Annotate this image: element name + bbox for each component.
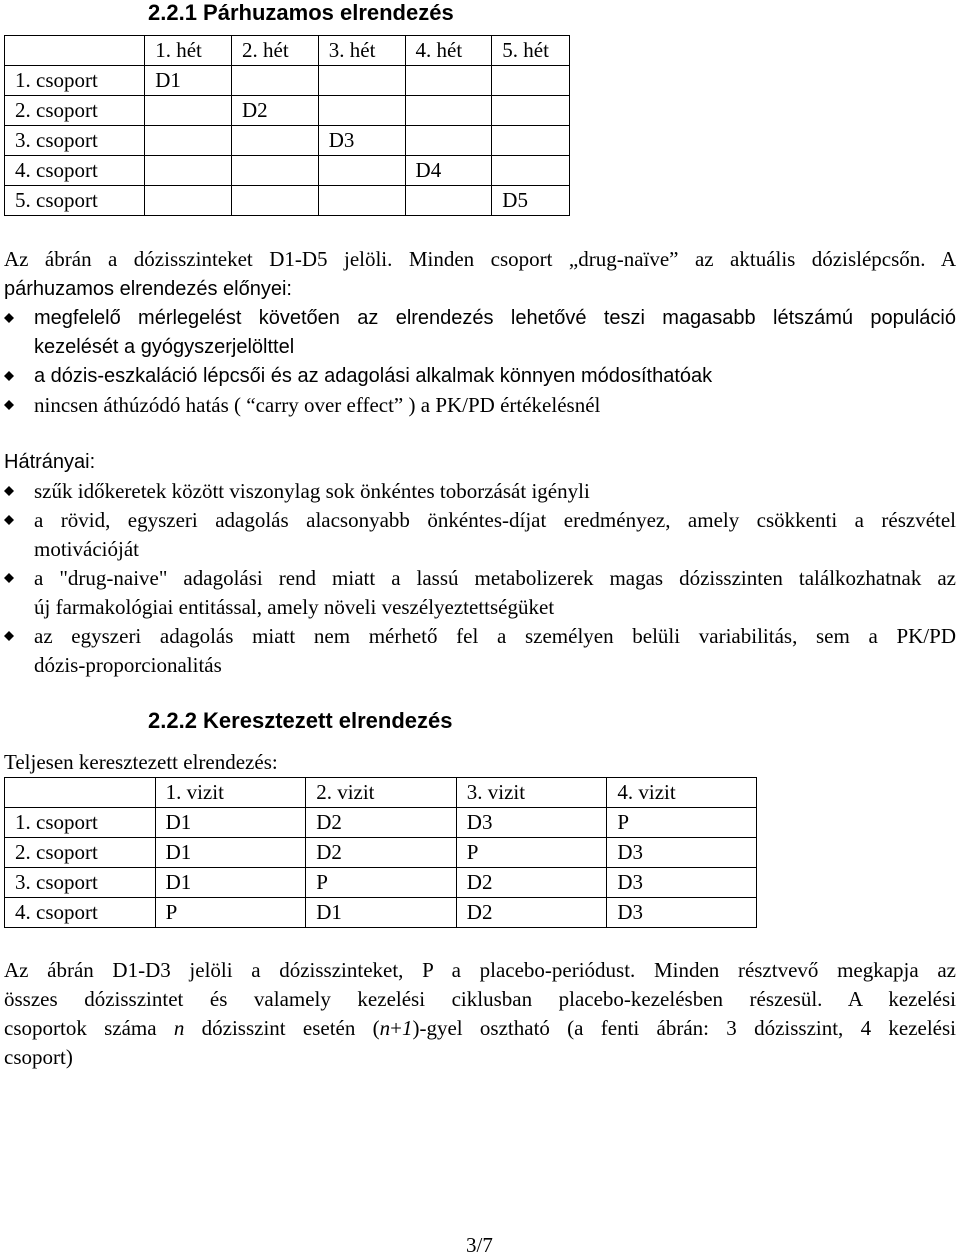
- list-item-text: szűk időkeretek között viszonylag sok önkéntes toborzását igényli: [34, 479, 590, 503]
- table-cell: [145, 186, 232, 216]
- table-header-cell: 3. vizit: [456, 778, 607, 808]
- table-cell: 2. csoport: [5, 838, 156, 868]
- table-header-cell: 4. vizit: [607, 778, 757, 808]
- table-cell: P: [456, 838, 607, 868]
- list-item-text: kezelését a gyógyszerjelölttel: [34, 336, 295, 358]
- list-item-disadvantage: [4, 622, 956, 680]
- table-cell: [232, 186, 319, 216]
- table-cell: [492, 66, 570, 96]
- table-cell: D2: [456, 898, 607, 928]
- table-cell: [405, 186, 492, 216]
- intro-line-2: párhuzamos elrendezés előnyei:: [4, 278, 292, 300]
- table-cell: 1. csoport: [5, 66, 145, 96]
- parallel-design-table: [4, 35, 570, 216]
- table-header-cell: 2. vizit: [306, 778, 457, 808]
- table-cell: P: [607, 808, 757, 838]
- list-item-disadvantage: [4, 477, 956, 506]
- list-item-disadvantage: [4, 564, 956, 622]
- table-row: [5, 186, 570, 216]
- table-cell: 4. csoport: [5, 898, 156, 928]
- text-span: csoportok száma: [4, 1016, 174, 1040]
- plus-sign: +: [390, 1016, 402, 1040]
- text-span: )-gyel osztható (a fenti ábrán: 3 dózisszint, 4 kezelési: [412, 1016, 956, 1040]
- text-span: dózisszint esetén (: [184, 1016, 380, 1040]
- table-cell: [405, 96, 492, 126]
- section-heading-parallel: 2.2.1 Párhuzamos elrendezés: [148, 0, 454, 25]
- crossover-para-line-1: Az ábrán D1-D3 jelöli a dózisszinteket, P a placebo-periódust. Minden résztvevő megkapja az: [4, 958, 956, 982]
- list-item-advantage: [4, 391, 956, 420]
- variable-n: n: [173, 1016, 185, 1040]
- table-cell: D1: [306, 898, 457, 928]
- diamond-bullet-icon: [4, 400, 14, 410]
- table-cell: 2. csoport: [5, 96, 145, 126]
- table-header-cell: 1. vizit: [155, 778, 306, 808]
- table-row: [5, 96, 570, 126]
- crossover-para-line-4: csoport): [4, 1045, 73, 1069]
- table-cell: D3: [607, 868, 757, 898]
- table-cell: [405, 66, 492, 96]
- table-cell: [5, 36, 145, 66]
- table-cell: D2: [306, 808, 457, 838]
- list-item-text: a rövid, egyszeri adagolás alacsonyabb önkéntes-díjat eredményez, amely csökkenti a részvétel: [34, 508, 956, 532]
- table-header-row: [5, 778, 757, 808]
- table-cell: D1: [155, 868, 306, 898]
- table-cell: 1. csoport: [5, 808, 156, 838]
- table-cell: [145, 126, 232, 156]
- table-cell: 5. csoport: [5, 186, 145, 216]
- list-item-disadvantage: [4, 506, 956, 564]
- table-header-cell: 3. hét: [318, 36, 405, 66]
- table-cell: 4. csoport: [5, 156, 145, 186]
- table-cell: [145, 96, 232, 126]
- table-row: [5, 838, 757, 868]
- table-cell: [5, 778, 156, 808]
- table-cell: D1: [155, 838, 306, 868]
- table-cell: [492, 156, 570, 186]
- page-number: 3/7: [466, 1233, 493, 1257]
- table-row: [5, 156, 570, 186]
- table-cell: [492, 126, 570, 156]
- crossover-para-line-2: összes dózisszintet és valamely kezelési ciklusban placebo-kezelésben részesül. A kezelési: [4, 987, 956, 1011]
- list-item-advantage: [4, 362, 956, 391]
- table-cell: [232, 126, 319, 156]
- disadvantages-title: Hátrányai:: [4, 451, 96, 473]
- crossover-design-table: [4, 777, 757, 928]
- list-item-text: új farmakológiai entitással, amely növeli veszélyeztettségüket: [34, 595, 555, 619]
- table-cell: [318, 156, 405, 186]
- list-item-text: megfelelő mérlegelést követően az elrendezés lehetővé teszi magasabb létszámú populáció: [34, 307, 956, 329]
- diamond-bullet-icon: [4, 371, 14, 381]
- table-row: [5, 808, 757, 838]
- table-cell: 3. csoport: [5, 868, 156, 898]
- list-item-text: nincsen áthúzódó hatás ( “carry over effect” ) a PK/PD értékelésnél: [34, 393, 601, 417]
- table-cell: D3: [456, 808, 607, 838]
- table-cell: D1: [145, 66, 232, 96]
- table-cell: P: [306, 868, 457, 898]
- table-cell: D3: [607, 898, 757, 928]
- table-cell: P: [155, 898, 306, 928]
- table-header-cell: 5. hét: [492, 36, 570, 66]
- table-row: [5, 126, 570, 156]
- table-cell: [232, 156, 319, 186]
- diamond-bullet-icon: [4, 313, 14, 323]
- diamond-bullet-icon: [4, 486, 14, 496]
- table-cell: D4: [405, 156, 492, 186]
- table-cell: D1: [155, 808, 306, 838]
- table-cell: D2: [232, 96, 319, 126]
- list-item-advantage: [4, 304, 956, 362]
- table-cell: [232, 66, 319, 96]
- table-cell: D3: [607, 838, 757, 868]
- list-item-text: a "drug-naive" adagolási rend miatt a lassú metabolizerek magas dózisszinten találkozhatnak az: [34, 566, 956, 590]
- intro-line-1: Az ábrán a dózisszinteket D1-D5 jelöli. Minden csoport „drug-naïve” az aktuális dózislépcsőn. A: [4, 247, 956, 271]
- table-cell: [405, 126, 492, 156]
- table-header-cell: 4. hét: [405, 36, 492, 66]
- table-cell: D5: [492, 186, 570, 216]
- crossover-subtitle: Teljesen keresztezett elrendezés:: [4, 750, 278, 774]
- list-item-text: a dózis-eszkaláció lépcsői és az adagolási alkalmak könnyen módosíthatóak: [34, 365, 713, 387]
- table-row: [5, 868, 757, 898]
- crossover-para-line-3: [4, 1014, 956, 1043]
- table-cell: D3: [318, 126, 405, 156]
- diamond-bullet-icon: [4, 631, 14, 641]
- table-header-cell: 2. hét: [232, 36, 319, 66]
- list-item-text: motivációját: [34, 537, 139, 561]
- table-cell: [492, 96, 570, 126]
- table-header-row: [5, 36, 570, 66]
- table-row: [5, 898, 757, 928]
- list-item-text: az egyszeri adagolás miatt nem mérhető fel a személyen belüli variabilitás, sem a PK/PD: [34, 624, 956, 648]
- table-row: [5, 66, 570, 96]
- diamond-bullet-icon: [4, 573, 14, 583]
- table-cell: [145, 156, 232, 186]
- diamond-bullet-icon: [4, 515, 14, 525]
- numeral-one: 1: [402, 1016, 413, 1040]
- table-cell: D2: [306, 838, 457, 868]
- table-header-cell: 1. hét: [145, 36, 232, 66]
- section-heading-crossover: 2.2.2 Keresztezett elrendezés: [148, 708, 453, 733]
- table-cell: D2: [456, 868, 607, 898]
- table-cell: [318, 186, 405, 216]
- list-item-text: dózis-proporcionalitás: [34, 653, 222, 677]
- table-cell: 3. csoport: [5, 126, 145, 156]
- table-cell: [318, 96, 405, 126]
- table-cell: [318, 66, 405, 96]
- variable-n: n: [379, 1016, 391, 1040]
